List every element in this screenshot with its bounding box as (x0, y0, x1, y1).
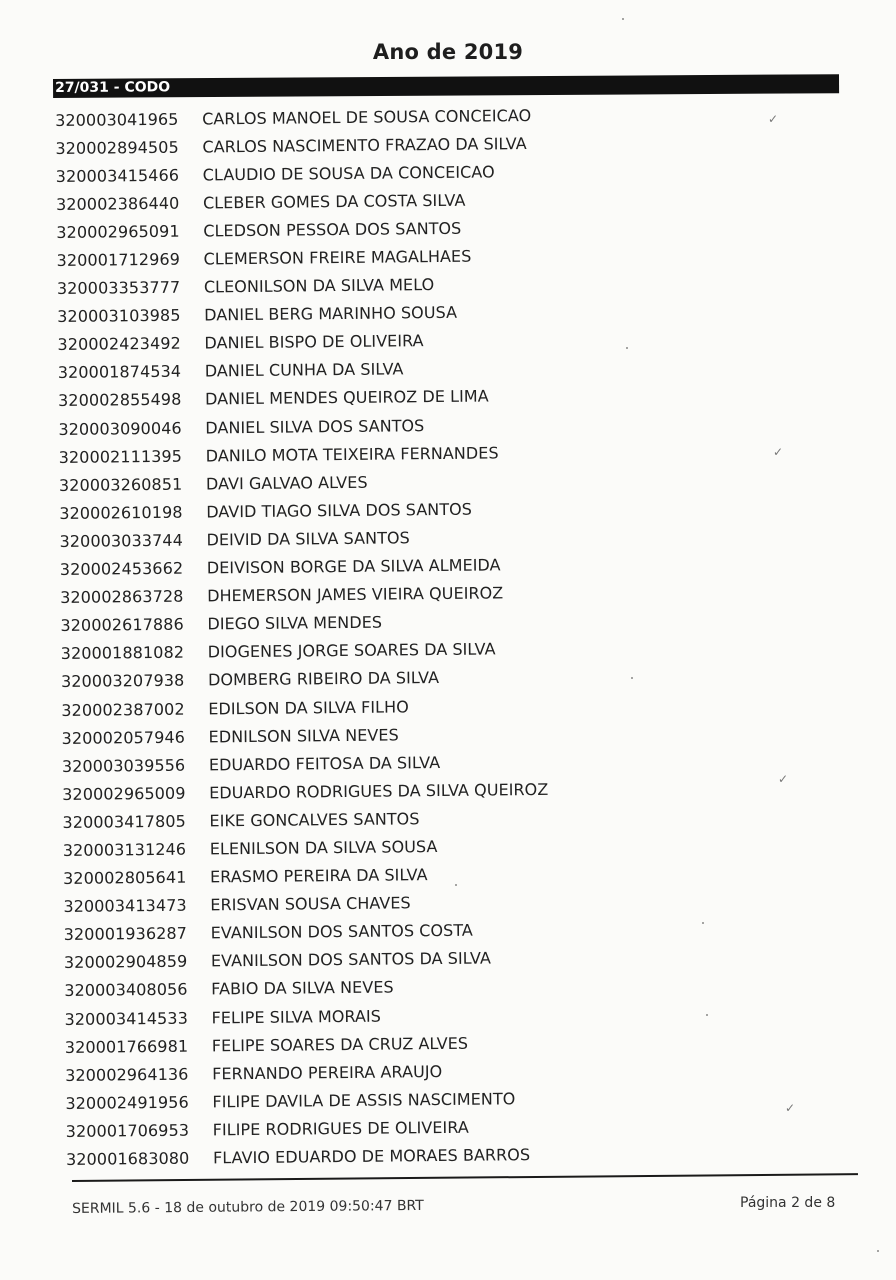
person-name: DANIEL BISPO DE OLIVEIRA (204, 331, 424, 353)
registration-number: 320002965091 (56, 221, 180, 242)
scan-speck (877, 1250, 879, 1252)
scan-speck (631, 677, 633, 679)
person-name: ERASMO PEREIRA DA SILVA (209, 865, 428, 887)
page-number: Página 2 de 8 (740, 1195, 836, 1211)
registration-number: 320003103985 (57, 305, 181, 327)
person-name: FILIPE DAVILA DE ASSIS NASCIMENTO (212, 1089, 516, 1112)
person-name: CLEMERSON FREIRE MAGALHAES (203, 246, 472, 269)
registration-number: 320001881082 (60, 643, 185, 664)
check-mark-icon: ✓ (778, 772, 789, 786)
registration-number: 320001683080 (65, 1148, 190, 1169)
person-name: ERISVAN SOUSA CHAVES (210, 893, 411, 915)
person-name: FELIPE SOARES DA CRUZ ALVES (211, 1033, 469, 1056)
registration-number: 320003039556 (61, 755, 186, 776)
registration-number: 320003131246 (62, 839, 187, 860)
registration-number: 320002904859 (63, 952, 188, 973)
check-mark-icon: ✓ (785, 1101, 796, 1115)
person-name: DANILO MOTA TEIXEIRA FERNANDES (205, 443, 499, 466)
registration-number: 320002423492 (57, 333, 181, 355)
footer-divider (72, 1173, 858, 1182)
list-item (66, 1138, 766, 1173)
person-name: DANIEL SILVA DOS SANTOS (205, 415, 425, 438)
person-name: FILIPE RODRIGUES DE OLIVEIRA (212, 1117, 469, 1140)
footer-system-info: SERMIL 5.6 - 18 de outubro de 2019 09:50:47 BRT (72, 1197, 424, 1217)
person-name: ELENILSON DA SILVA SOUSA (209, 837, 438, 859)
registration-number: 320001766981 (64, 1036, 189, 1057)
person-name: DANIEL CUNHA DA SILVA (204, 359, 404, 381)
registration-number: 320003414533 (64, 1008, 189, 1029)
person-name: CLEBER GOMES DA COSTA SILVA (202, 190, 466, 213)
registration-number: 320002610198 (59, 502, 183, 523)
person-name: DANIEL MENDES QUEIROZ DE LIMA (204, 386, 489, 409)
person-name: FABIO DA SILVA NEVES (211, 977, 394, 999)
person-name: EVANILSON DOS SANTOS DA SILVA (210, 948, 491, 971)
person-name: DIOGENES JORGE SOARES DA SILVA (207, 639, 496, 662)
check-mark-icon: ✓ (773, 445, 784, 459)
registration-number: 320003033744 (59, 530, 184, 551)
person-name: EIKE GONCALVES SANTOS (209, 809, 420, 831)
registration-number: 320002491956 (65, 1092, 189, 1113)
registration-number: 320001874534 (57, 362, 182, 383)
person-name: FELIPE SILVA MORAIS (211, 1006, 382, 1027)
person-name: DAVI GALVAO ALVES (205, 472, 368, 494)
person-name: FERNANDO PEREIRA ARAUJO (212, 1061, 443, 1084)
registration-number: 320002453662 (59, 558, 184, 580)
person-name: EVANILSON DOS SANTOS COSTA (210, 920, 473, 943)
scan-speck (455, 884, 457, 886)
registration-number: 320003260851 (58, 474, 183, 495)
person-name: CARLOS MANOEL DE SOUSA CONCEICAO (202, 105, 532, 129)
person-name: FLAVIO EDUARDO DE MORAES BARROS (212, 1145, 531, 1168)
registration-number: 320002965009 (62, 783, 186, 804)
registration-number: 320002617886 (60, 614, 184, 636)
scan-speck (626, 347, 628, 349)
registration-number: 320003207938 (60, 671, 185, 692)
registration-number: 320002855498 (57, 390, 182, 411)
registration-number: 320002387002 (61, 699, 185, 720)
registration-number: 320003417805 (62, 811, 186, 832)
registration-number: 320001712969 (56, 249, 181, 271)
scan-speck (622, 18, 624, 20)
person-name: CLAUDIO DE SOUSA DA CONCEICAO (202, 162, 495, 185)
person-name: CLEDSON PESSOA DOS SANTOS (203, 218, 462, 241)
person-name: CLEONILSON DA SILVA MELO (203, 275, 435, 297)
registration-number: 320003415466 (55, 165, 180, 186)
scan-speck (706, 1014, 708, 1016)
person-name: DIEGO SILVA MENDES (207, 612, 383, 634)
registration-number: 320003353777 (56, 277, 181, 299)
scan-speck (702, 922, 704, 924)
person-name: DAVID TIAGO SILVA DOS SANTOS (206, 499, 473, 522)
entry-list (55, 99, 766, 1174)
person-name: DEIVID DA SILVA SANTOS (206, 528, 410, 550)
document-title: Ano de 2019 (372, 40, 524, 64)
registration-number: 320002386440 (55, 193, 180, 214)
check-mark-icon: ✓ (768, 112, 779, 126)
section-header-bar: 27/031 - CODO (53, 74, 839, 98)
person-name: EDUARDO FEITOSA DA SILVA (208, 752, 441, 775)
registration-number: 320003041965 (55, 109, 179, 130)
registration-number: 320002805641 (62, 867, 187, 889)
registration-number: 320003413473 (63, 895, 187, 917)
registration-number: 320002057946 (61, 727, 186, 748)
registration-number: 320002894505 (55, 137, 179, 158)
registration-number: 320002111395 (58, 446, 183, 467)
person-name: DEIVISON BORGE DA SILVA ALMEIDA (206, 555, 501, 578)
person-name: CARLOS NASCIMENTO FRAZAO DA SILVA (202, 133, 527, 157)
registration-number: 320002863728 (60, 586, 184, 608)
registration-number: 320003408056 (64, 980, 188, 1001)
person-name: EDUARDO RODRIGUES DA SILVA QUEIROZ (209, 779, 549, 803)
person-name: DANIEL BERG MARINHO SOUSA (204, 303, 458, 325)
registration-number: 320001706953 (65, 1120, 190, 1141)
registration-number: 320001936287 (63, 923, 188, 945)
person-name: DHEMERSON JAMES VIEIRA QUEIROZ (207, 583, 504, 606)
registration-number: 320002964136 (65, 1064, 189, 1085)
person-name: DOMBERG RIBEIRO DA SILVA (207, 668, 440, 690)
registration-number: 320003090046 (58, 418, 182, 439)
person-name: EDILSON DA SILVA FILHO (208, 696, 409, 718)
person-name: EDNILSON SILVA NEVES (208, 725, 399, 747)
